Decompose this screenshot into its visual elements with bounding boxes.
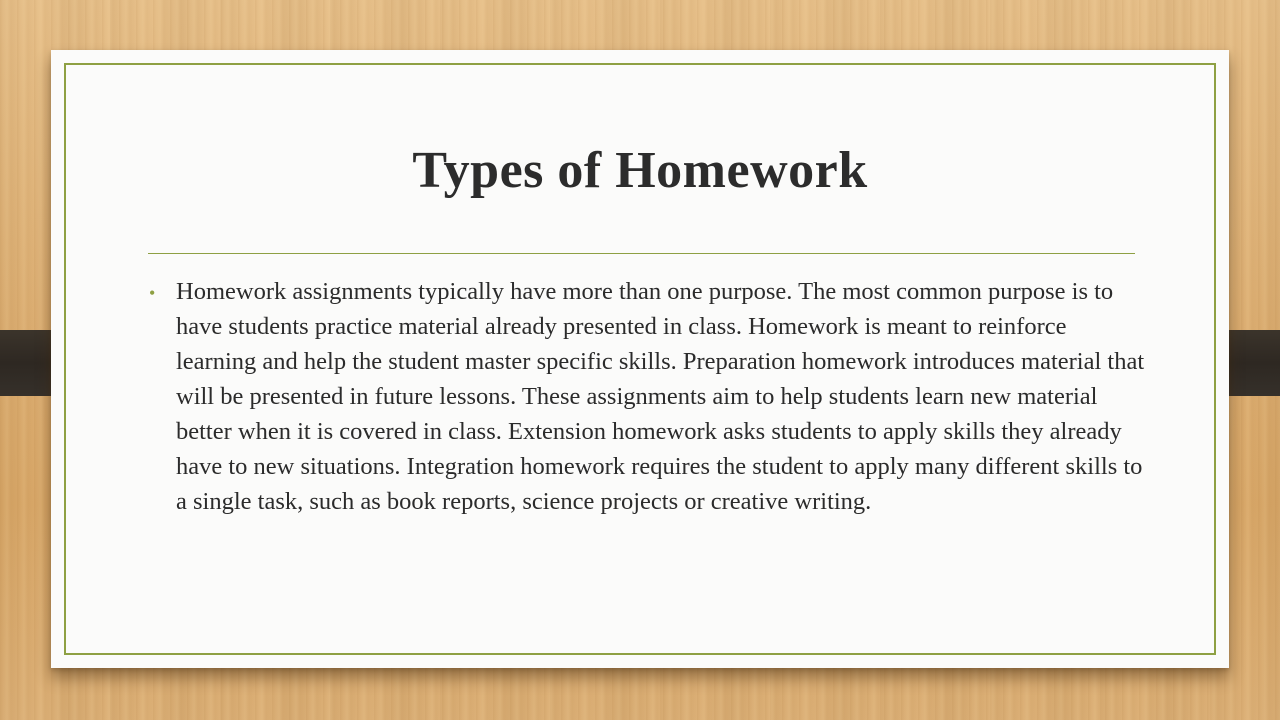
bullet-item xyxy=(147,274,1147,519)
slide-paper xyxy=(51,50,1229,668)
bullet-list xyxy=(147,274,1147,519)
title-divider xyxy=(148,253,1135,254)
slide-title: Types of Homework xyxy=(412,142,868,199)
bullet-text: Homework assignments typically have more than one purpose. The most common purpose is to have students practice material already presented in class. Homework is meant to reinforce learning and help the student master specific skills. Preparation homework introduces material that will be presented in future lessons. These assignments aim to help students learn new material better when it is covered in class. Extension homework asks students to apply skills they already have to new situations. Integration homework requires the student to apply many different skills to a single task, such as book reports, science projects or creative writing. xyxy=(176,278,1145,515)
bullet-icon: • xyxy=(149,283,156,303)
